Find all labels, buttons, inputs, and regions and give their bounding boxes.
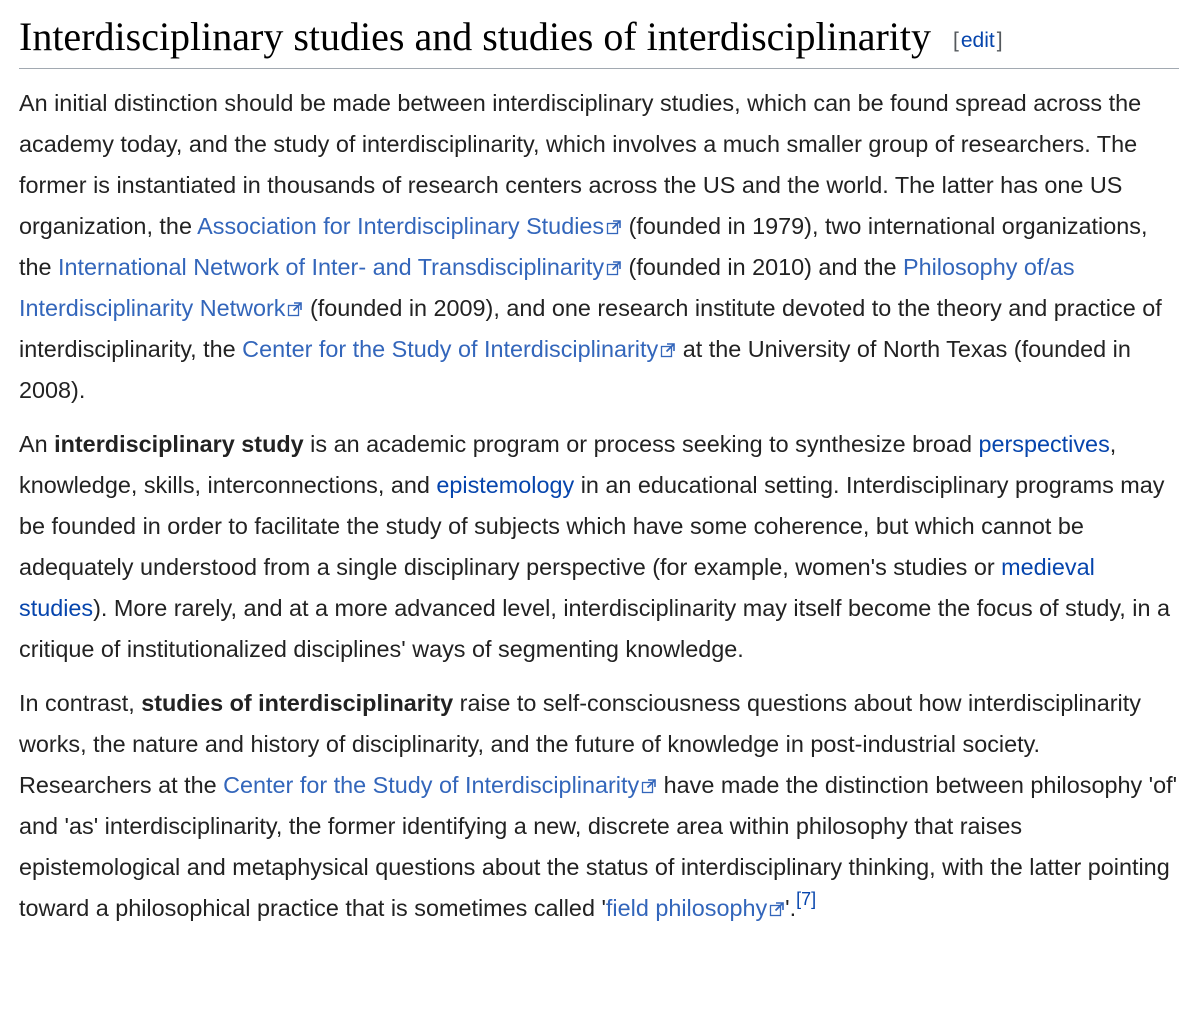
external-link-icon <box>641 778 657 794</box>
paragraph-2 <box>19 424 1179 670</box>
article-content <box>19 0 1179 929</box>
external-link-icon <box>660 342 676 358</box>
external-link-icon <box>287 301 303 317</box>
paragraph-1-text: (founded in 2009), and one research institute devoted to the theory and practice of interdisciplinarity, the <box>19 295 1162 362</box>
edit-open-bracket: [ <box>953 29 959 52</box>
paragraph-3-text: '. <box>785 895 797 921</box>
paragraph-1 <box>19 83 1179 411</box>
edit-close-bracket: ] <box>996 29 1003 52</box>
section-title: Interdisciplinary studies and studies of interdisciplinarity <box>19 14 932 59</box>
paragraph-3-text: raise to self-consciousness questions about how interdisciplinarity works, the nature and history of disciplinarity, and the future of knowledge in post-industrial society. Researchers at the <box>19 690 1141 798</box>
paragraph-2-text: is an academic program or process seeking to synthesize broad <box>303 431 979 457</box>
paragraph-1-text: (founded in 1979), two international organizations, the <box>19 213 1148 280</box>
perspectives-link[interactable]: perspectives <box>978 431 1110 457</box>
paragraph-2-text: in an educational setting. Interdisciplinary programs may be founded in order to facilitate the study of subjects which have some coherence, but which cannot be adequately understood from a single disciplinary perspective (for example, women's studies or <box>19 472 1165 580</box>
association-for-interdisciplinary-studies-link[interactable]: Association for Interdisciplinary Studies <box>197 213 605 239</box>
epistemology-link[interactable]: epistemology <box>436 472 575 498</box>
paragraph-1-text: (founded in 2010) and the <box>622 254 903 280</box>
edit-link[interactable]: edit <box>960 29 995 52</box>
center-for-study-link[interactable]: Center for the Study of Interdisciplinarity <box>242 336 659 362</box>
external-link-icon <box>769 901 785 917</box>
paragraph-2-text: , knowledge, skills, interconnections, and <box>19 431 1117 498</box>
paragraph-3-text: have made the distinction between philosophy 'of' and 'as' interdisciplinarity, the former identifying a new, discrete area within philosophy that raises epistemological and metaphysical questions about the status of interdisciplinary thinking, with the latter pointing toward a philosophical practice that is sometimes called ' <box>19 772 1178 921</box>
paragraph-3 <box>19 683 1179 929</box>
paragraph-1-text: An initial distinction should be made between interdisciplinary studies, which can be found spread across the academy today, and the study of interdisciplinarity, which involves a much smaller group of researchers. The former is instantiated in thousands of research centers across the US and the world. The latter has one US organization, the <box>19 90 1142 239</box>
paragraph-1-text: at the University of North Texas (founded in 2008). <box>19 336 1131 403</box>
field-philosophy-link[interactable]: field philosophy <box>605 895 768 921</box>
external-link-icon <box>606 219 622 235</box>
bold-term: interdisciplinary study <box>54 431 304 457</box>
philosophy-network-link[interactable]: Philosophy of/as Interdisciplinarity Network <box>19 254 1075 321</box>
international-network-link[interactable]: International Network of Inter- and Transdisciplinarity <box>58 254 605 280</box>
edit-section <box>953 29 1003 52</box>
section-heading <box>19 0 1179 69</box>
bold-term: studies of interdisciplinarity <box>141 690 454 716</box>
medieval-studies-link[interactable]: medieval studies <box>19 554 1095 621</box>
paragraph-3-text: In contrast, <box>19 690 142 716</box>
paragraph-2-text: ). More rarely, and at a more advanced level, interdisciplinarity may itself become the focus of study, in a critique of institutionalized disciplines' ways of segmenting knowledge. <box>19 595 1171 662</box>
center-for-study-link[interactable]: Center for the Study of Interdisciplinarity <box>223 772 640 798</box>
external-link-icon <box>606 260 622 276</box>
reference-link[interactable]: [7] <box>796 889 817 909</box>
paragraph-2-text: An <box>19 431 55 457</box>
reference-sup <box>796 889 816 909</box>
